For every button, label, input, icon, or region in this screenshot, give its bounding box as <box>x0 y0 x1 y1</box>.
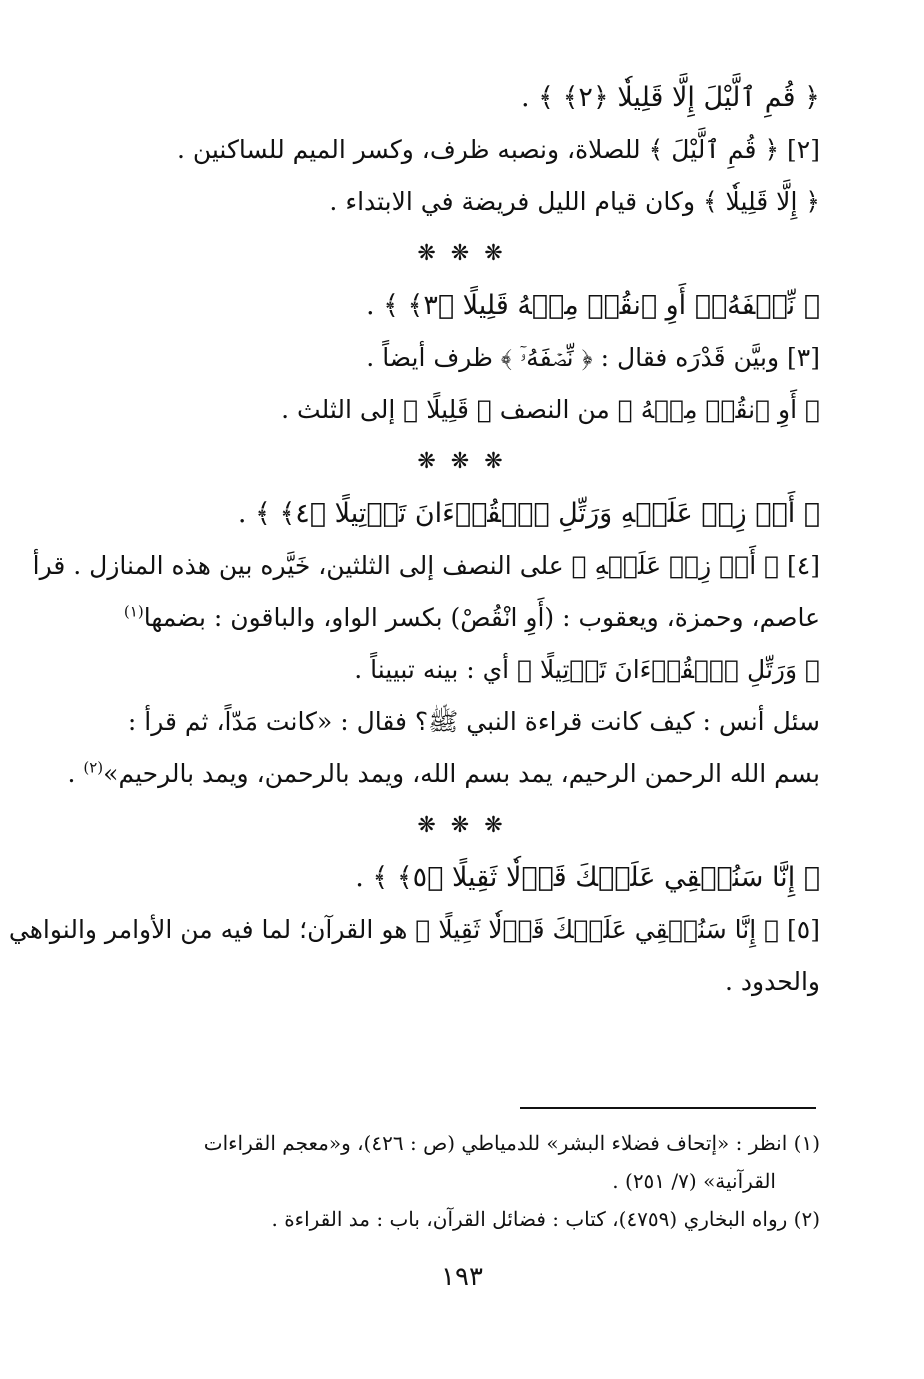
commentary-5a: [٥] ﴿ إِنَّا سَنُلۡقِي عَلَيۡكَ قَوۡلٗا ثَقِيلًا ﴾ هو القرآن؛ لما فيه من الأوامر والنواهي <box>8 915 820 944</box>
footnotes <box>104 1124 820 1238</box>
page-number: ١٩٣ <box>441 1262 483 1292</box>
commentary-4b <box>104 592 820 644</box>
commentary-4a: [٤] ﴿ أَوۡ زِدۡ عَلَيۡهِ ﴾ على النصف إلى الثلثين، خَيَّره بين هذه المنازل . قرأ <box>32 551 820 580</box>
commentary-4c: ﴿ وَرَتِّلِ ٱلۡقُرۡءَانَ تَرۡتِيلًا ﴾ أي : بينه تبييناً . <box>354 655 820 684</box>
hadith-line-2 <box>67 748 820 800</box>
hadith-end-dot: . <box>67 759 76 788</box>
verse-4: ﴿ أَوۡ زِدۡ عَلَيۡهِ وَرَتِّلِ ٱلۡقُرۡءَانَ تَرۡتِيلًا ﴿٤﴾ ﴾ . <box>237 498 820 529</box>
verse-5: ﴿ إِنَّا سَنُلۡقِي عَلَيۡكَ قَوۡلٗا ثَقِيلًا ﴿٥﴾ ﴾ . <box>355 862 820 893</box>
footnote-divider <box>520 1107 816 1109</box>
footnote-1-line-2: القرآنية» (٧/ ٢٥١) . <box>612 1169 776 1193</box>
verse-3: ﴿ نِّصۡفَهُۥٓ أَوِ ٱنقُصۡ مِنۡهُ قَلِيلًا ﴿٣﴾ ﴾ . <box>365 290 820 321</box>
section-separator: ❋ ❋ ❋ <box>417 813 507 838</box>
footnote-ref-2: (٢) <box>83 758 104 777</box>
commentary-3a: [٣] وبيَّن قَدْرَه فقال : ﴿ نِّصۡفَهُۥٓ ﴾ ظرف أيضاً . <box>366 343 820 372</box>
verse-2: ﴿ قُمِ ٱلَّيْلَ إِلَّا قَلِيلٗا ﴿٢﴾ ﴾ . <box>521 82 820 113</box>
commentary-2b: ﴿ إِلَّا قَلِيلٗا ﴾ وكان قيام الليل فريضة في الابتداء . <box>329 187 820 216</box>
commentary-4b-text: عاصم، وحمزة، ويعقوب : (أَوِ انْقُصْ) بكسر الواو، والباقون : بضمها <box>143 603 820 632</box>
footnote-1-line-1: (١) انظر : «إتحاف فضلاء البشر» للدمياطي (ص : ٤٢٦)، و«معجم القراءات <box>203 1131 820 1155</box>
commentary-5b: والحدود . <box>725 967 820 996</box>
hadith-line-2-text: بسم الله الرحمن الرحيم، يمد بسم الله، ويمد بالرحمن، ويمد بالرحيم» <box>103 759 820 788</box>
footnote-ref-1: (١) <box>123 602 144 621</box>
section-separator: ❋ ❋ ❋ <box>417 449 507 474</box>
main-text <box>8 72 820 1008</box>
footnote-2: (٢) رواه البخاري (٤٧٥٩)، كتاب : فضائل القرآن، باب : مد القراءة . <box>271 1207 820 1231</box>
commentary-3b: ﴿ أَوِ ٱنقُصۡ مِنۡهُ ﴾ من النصف ﴿ قَلِيلًا ﴾ إلى الثلث . <box>281 395 820 424</box>
hadith-line-1: سئل أنس : كيف كانت قراءة النبي ﷺ؟ فقال : «كانت مَدّاً، ثم قرأ : <box>127 707 820 736</box>
section-separator: ❋ ❋ ❋ <box>417 241 507 266</box>
commentary-2a: [٢] ﴿ قُمِ ٱلَّيْلَ ﴾ للصلاة، ونصبه ظرف، وكسر الميم للساكنين . <box>176 135 820 164</box>
